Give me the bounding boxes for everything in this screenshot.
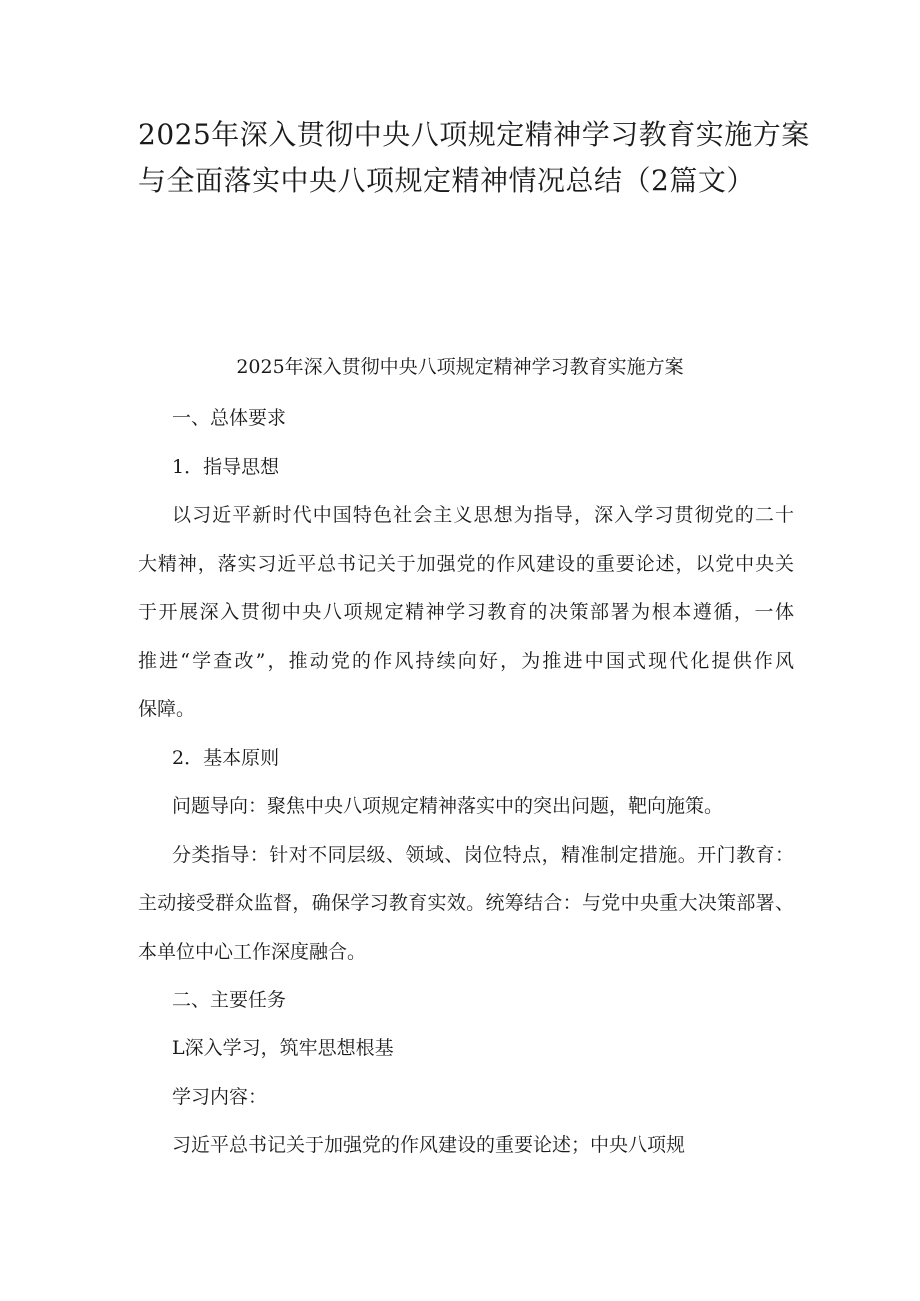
paragraph-line: 问题导向：聚焦中央八项规定精神落实中的突出问题，靶向施策。: [172, 795, 724, 817]
document-title-line-1: 2025年深入贯彻中央八项规定精神学习教育实施方案: [138, 118, 810, 151]
paragraph-line: 于开展深入贯彻中央八项规定精神学习教育的决策部署为根本遵循，一体: [138, 601, 794, 623]
heading-general-requirements: 一、总体要求: [172, 407, 287, 429]
paragraph-line: 本单位中心工作深度融合。: [138, 941, 367, 963]
subheading-guiding-ideology: 1．指导思想: [172, 456, 280, 478]
document-title: [138, 112, 810, 204]
document-title-line-2: 与全面落实中央八项规定精神情况总结（2篇文）: [138, 164, 755, 197]
paragraph-line: 以习近平新时代中国特色社会主义思想为指导，深入学习贯彻党的二十: [172, 504, 794, 526]
paragraph-line: 习近平总书记关于加强党的作风建设的重要论述；中央八项规: [172, 1134, 686, 1156]
subheading-basic-principles: 2．基本原则: [172, 747, 280, 769]
paragraph-line: 保障。: [138, 698, 196, 720]
paragraph-line: 分类指导：针对不同层级、领域、岗位特点，精准制定措施。开门教育：: [172, 844, 794, 866]
paragraph-line: 学习内容：: [172, 1086, 268, 1108]
heading-main-tasks: 二、主要任务: [172, 989, 287, 1011]
paragraph-line: 推进“学查改”，推动党的作风持续向好，为推进中国式现代化提供作风: [138, 650, 794, 672]
section-title: 2025年深入贯彻中央八项规定精神学习教育实施方案: [236, 356, 684, 378]
paragraph-line: 主动接受群众监督，确保学习教育实效。统筹结合：与党中央重大决策部署、: [138, 892, 794, 914]
paragraph-line: 大精神，落实习近平总书记关于加强党的作风建设的重要论述，以党中央关: [138, 553, 794, 575]
subheading-deep-learning: L深入学习，筑牢思想根基: [172, 1037, 394, 1059]
